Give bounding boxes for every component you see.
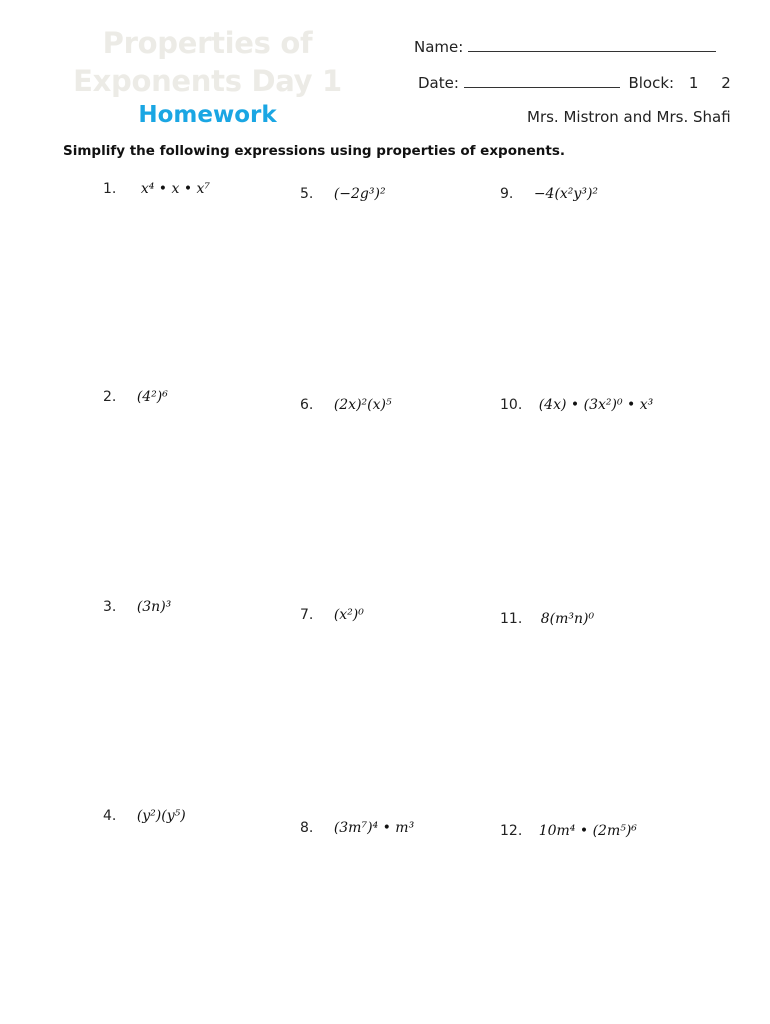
worksheet-title-line-1: Properties of <box>102 26 313 60</box>
problem-number: 6. <box>300 396 314 413</box>
problem-expression: (y²)(y⁵) <box>136 807 186 824</box>
problem-number: 8. <box>300 819 314 836</box>
problem-11 <box>500 610 594 628</box>
problem-expression: (4²)⁶ <box>136 388 168 405</box>
problem-expression: (4x) • (3x²)⁰ • x³ <box>538 396 654 413</box>
instructions: Simplify the following expressions using properties of exponents. <box>63 143 565 159</box>
date-blank-line[interactable] <box>464 75 620 88</box>
name-blank-line[interactable] <box>468 39 716 52</box>
problem-4 <box>103 807 186 825</box>
problem-number: 12. <box>500 822 523 839</box>
problem-number: 7. <box>300 606 314 623</box>
worksheet-title-line-2: Exponents Day 1 <box>73 64 342 98</box>
problem-9 <box>500 185 598 203</box>
problem-number: 10. <box>500 396 523 413</box>
problem-number: 4. <box>103 807 117 824</box>
problem-5 <box>300 185 386 203</box>
problem-10 <box>500 396 653 414</box>
title-block <box>60 24 355 130</box>
problem-2 <box>103 388 168 406</box>
problem-6 <box>300 396 392 414</box>
date-label: Date: <box>418 74 459 92</box>
problem-expression: (x²)⁰ <box>333 606 364 623</box>
problem-expression: (2x)²(x)⁵ <box>333 396 392 413</box>
teachers-line: Mrs. Mistron and Mrs. Shafi <box>527 108 731 126</box>
problem-8 <box>300 819 414 837</box>
problem-12 <box>500 822 637 840</box>
block-option-1[interactable]: 1 <box>688 74 699 92</box>
problem-number: 9. <box>500 185 514 202</box>
problem-number: 2. <box>103 388 117 405</box>
problem-1 <box>103 180 210 198</box>
problem-7 <box>300 606 364 624</box>
block-option-2[interactable]: 2 <box>721 74 731 92</box>
problem-expression: (−2g³)² <box>333 185 386 202</box>
problem-number: 5. <box>300 185 314 202</box>
problem-expression: (3n)³ <box>136 598 172 615</box>
name-field[interactable] <box>414 38 716 56</box>
problem-3 <box>103 598 171 616</box>
problem-expression: −4(x²y³)² <box>533 185 599 202</box>
name-label: Name: <box>414 38 464 56</box>
problem-expression: (3m⁷)⁴ • m³ <box>333 819 415 836</box>
problem-expression: x⁴ • x • x⁷ <box>140 180 211 197</box>
block-label: Block: <box>628 74 675 92</box>
problem-number: 3. <box>103 598 117 615</box>
date-block-field[interactable] <box>418 74 731 92</box>
problem-expression: 10m⁴ • (2m⁵)⁶ <box>538 822 637 839</box>
problem-expression: 8(m³n)⁰ <box>540 610 595 627</box>
problem-number: 1. <box>103 180 117 197</box>
problem-number: 11. <box>500 610 523 627</box>
worksheet-subtitle: Homework <box>138 102 277 128</box>
